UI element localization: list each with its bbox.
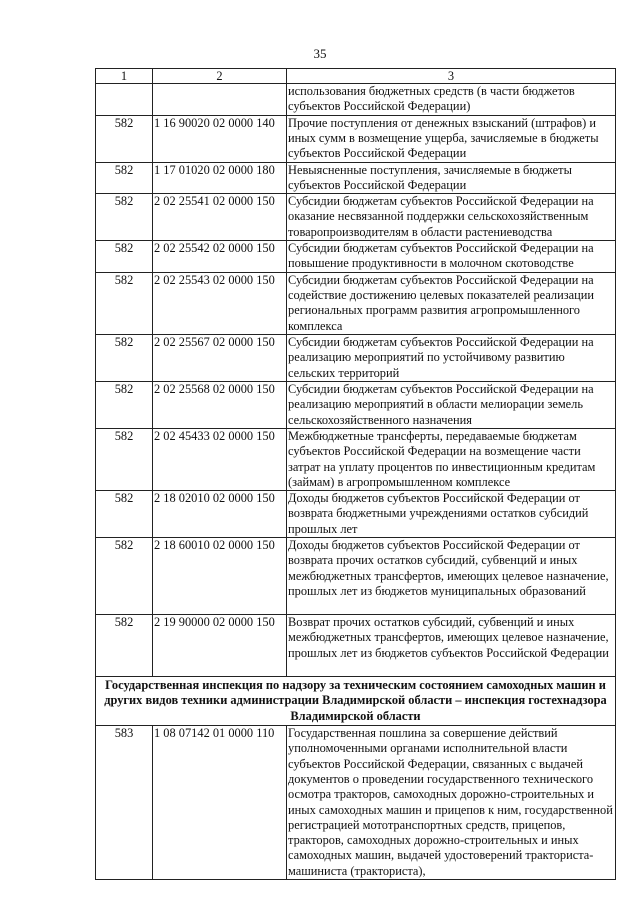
page-number: 35 xyxy=(313,46,327,61)
description-cell: Прочие поступления от денежных взысканий (штрафов) и иных сумм в возмещение ущерба, зачисляемые в бюджеты субъектов Российской Федерации xyxy=(287,115,616,162)
budget-code-cell: 2 02 25567 02 0000 150 xyxy=(153,334,287,381)
table-row xyxy=(96,84,616,116)
header-col-2: 2 xyxy=(153,69,287,84)
admin-code-cell: 582 xyxy=(96,272,153,334)
admin-code-cell xyxy=(96,84,153,116)
section-heading: Государственная инспекция по надзору за техническим состоянием самоходных машин и других видов техники администрации Владимирской области – инспекция гостехнадзора Владимирской области xyxy=(96,677,616,726)
admin-code-cell: 582 xyxy=(96,194,153,241)
description-cell: Субсидии бюджетам субъектов Российской Федерации на повышение продуктивности в молочном скотоводстве xyxy=(287,241,616,273)
budget-code-cell xyxy=(153,84,287,116)
table-row xyxy=(96,615,616,677)
budget-code-cell: 2 02 25543 02 0000 150 xyxy=(153,272,287,334)
table-row xyxy=(96,162,616,194)
admin-code-cell: 582 xyxy=(96,428,153,490)
description-cell: Субсидии бюджетам субъектов Российской Федерации на содействие достижению целевых показателей реализации региональных программ развития агропромышленного комплекса xyxy=(287,272,616,334)
description-cell: Возврат прочих остатков субсидий, субвенций и иных межбюджетных трансфертов, имеющих целевое назначение, прошлых лет из бюджетов субъектов Российской Федерации xyxy=(287,615,616,677)
table-row xyxy=(96,115,616,162)
section-heading-row xyxy=(96,677,616,726)
budget-code-cell: 2 18 02010 02 0000 150 xyxy=(153,491,287,538)
description-cell: Межбюджетные трансферты, передаваемые бюджетам субъектов Российской Федерации на возмещение части затрат на уплату процентов по инвестиционным кредитам (займам) в агропромышленном комплексе xyxy=(287,428,616,490)
admin-code-cell: 583 xyxy=(96,726,153,880)
table-row xyxy=(96,726,616,880)
table-row xyxy=(96,272,616,334)
budget-code-cell: 1 17 01020 02 0000 180 xyxy=(153,162,287,194)
table-row xyxy=(96,194,616,241)
admin-code-cell: 582 xyxy=(96,615,153,677)
budget-code-cell: 2 19 90000 02 0000 150 xyxy=(153,615,287,677)
description-cell: Невыясненные поступления, зачисляемые в бюджеты субъектов Российской Федерации xyxy=(287,162,616,194)
description-cell: Доходы бюджетов субъектов Российской Федерации от возврата бюджетными учреждениями остатков субсидий прошлых лет xyxy=(287,491,616,538)
budget-codes-table xyxy=(95,68,616,880)
header-col-3: 3 xyxy=(287,69,616,84)
admin-code-cell: 582 xyxy=(96,381,153,428)
budget-code-cell: 2 02 25542 02 0000 150 xyxy=(153,241,287,273)
admin-code-cell: 582 xyxy=(96,491,153,538)
admin-code-cell: 582 xyxy=(96,334,153,381)
table-row xyxy=(96,491,616,538)
budget-code-cell: 2 02 25541 02 0000 150 xyxy=(153,194,287,241)
table-row xyxy=(96,428,616,490)
budget-code-cell: 2 18 60010 02 0000 150 xyxy=(153,538,287,615)
description-cell: Субсидии бюджетам субъектов Российской Федерации на реализацию мероприятий по устойчивому развитию сельских территорий xyxy=(287,334,616,381)
admin-code-cell: 582 xyxy=(96,115,153,162)
admin-code-cell: 582 xyxy=(96,538,153,615)
table-row xyxy=(96,538,616,615)
description-cell: использования бюджетных средств (в части бюджетов субъектов Российской Федерации) xyxy=(287,84,616,116)
budget-code-cell: 1 16 90020 02 0000 140 xyxy=(153,115,287,162)
description-cell: Субсидии бюджетам субъектов Российской Федерации на оказание несвязанной поддержки сельскохозяйственным товаропроизводителям в области растениеводства xyxy=(287,194,616,241)
table-row xyxy=(96,334,616,381)
budget-code-cell: 2 02 45433 02 0000 150 xyxy=(153,428,287,490)
description-cell: Доходы бюджетов субъектов Российской Федерации от возврата прочих остатков субсидий, субвенций и иных межбюджетных трансфертов, имеющих целевое назначение, прошлых лет из бюджетов муниципальных образований xyxy=(287,538,616,615)
admin-code-cell: 582 xyxy=(96,241,153,273)
admin-code-cell: 582 xyxy=(96,162,153,194)
table-row xyxy=(96,381,616,428)
table-header-row xyxy=(96,69,616,84)
table-row xyxy=(96,241,616,273)
budget-code-cell: 1 08 07142 01 0000 110 xyxy=(153,726,287,880)
header-col-1: 1 xyxy=(96,69,153,84)
budget-code-cell: 2 02 25568 02 0000 150 xyxy=(153,381,287,428)
description-cell: Государственная пошлина за совершение действий уполномоченными органами исполнительной власти субъектов Российской Федерации, связанных с выдачей документов о проведении государственного технического осмотра тракторов, самоходных дорожно-строительных и иных самоходных машин и прицепов к ним, государственной регистрацией мототранспортных средств, прицепов, тракторов, самоходных дорожно-строительных и иных самоходных машин, выдачей удостоверений тракториста-машиниста (тракториста), xyxy=(287,726,616,880)
description-cell: Субсидии бюджетам субъектов Российской Федерации на реализацию мероприятий в области мелиорации земель сельскохозяйственного назначения xyxy=(287,381,616,428)
